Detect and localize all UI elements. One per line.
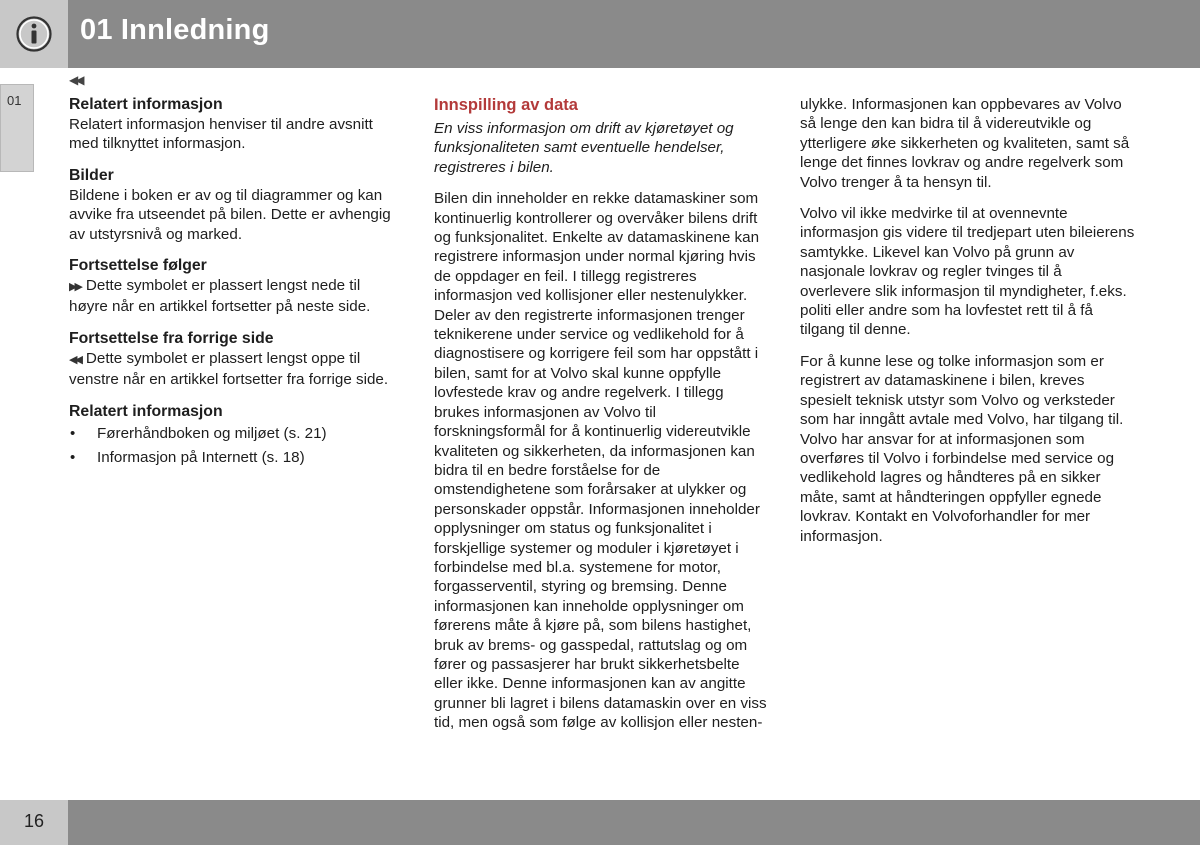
section-text-wrap [69,276,399,317]
header-icon-box [0,0,68,68]
page-number-box [0,800,68,845]
section-heading: Fortsettelse fra forrige side [69,329,274,347]
column-middle [434,95,770,745]
page-number: 16 [24,811,45,831]
continued-previous-icon: ◀◀ [69,353,80,366]
chapter-tab [0,84,34,172]
related-link[interactable] [69,448,399,467]
page-footer [0,800,1200,845]
section-continued-previous [69,329,399,390]
related-link-text[interactable]: Førerhåndboken og miljøet (s. 21) [97,424,327,442]
related-links-list [69,424,399,468]
page-header [0,0,1200,68]
section-heading: Bilder [69,166,114,184]
section-continued-next [69,256,399,317]
continues-next-icon: ▶▶ [69,281,80,294]
related-link[interactable] [69,424,399,443]
section-related-links [69,402,399,468]
related-link-text[interactable]: Informasjon på Internett (s. 18) [97,449,305,467]
article-paragraph: For å kunne lese og tolke informasjon som er registrert av datamaskinene i bilen, kreves spesielt teknisk utstyr som Volvo og verksteder som har inngått avtale med Volvo, har tilgang til. Volvo har ansvar for at informasjonen som overføres til Volvo i forbindelse med service og vedlikehold lagres og håndteres på en sikker måte, samt at håndteringen oppfyller egnede lovkrav. Kontakt en Volvoforhandler for mer informasjon. [800,352,1124,545]
section-heading: Fortsettelse følger [69,257,207,275]
article-paragraph: Volvo vil ikke medvirke til at ovennevnte informasjon gis videre til tredjepart uten bileierens samtykke. Likevel kan Volvo på grunn av nasjonale lovkrav og regler tvinges til å overlevere slik informasjon til myndigheter, f.eks. politi eller andre som ha lovfestet rett til å få tilgang til denne. [800,205,1135,339]
section-heading: Relatert informasjon [69,402,223,420]
section-text: Bildene i boken er av og til diagrammer og kan avvike fra utseendet på bilen. Dette er avhengig av utstyrsnivå og marked. [69,186,391,243]
chapter-tab-label: 01 [7,93,22,108]
article-intro: En viss informasjon om drift av kjøretøyet og funksjonaliteten samt eventuelle hendelser, registreres i bilen. [434,120,734,176]
section-heading: Relatert informasjon [69,96,223,113]
info-icon [15,15,53,53]
article-paragraph: ulykke. Informasjonen kan oppbevares av Volvo så lenge den kan bidra til å videreutvikle og ytterligere øke sikkerheten og kvaliteten, samt så lenge det finnes lovkrav og andre regelverk som Volvo trenger å ta hensyn til. [800,96,1130,191]
continued-from-previous-icon: ◀◀ [69,73,82,87]
page-title: 01 Innledning [80,14,270,46]
section-related-info [69,95,399,154]
article-heading: Innspilling av data [434,96,578,114]
section-text: Relatert informasjon henviser til andre avsnitt med tilknyttet informasjon. [69,116,373,153]
section-text: Dette symbolet er plassert lengst oppe til venstre når en artikkel fortsetter fra forrige side. [69,349,389,389]
bullet-icon: • [70,449,76,467]
section-text-wrap [69,349,399,390]
article-body: Bilen din inneholder en rekke datamaskiner som kontinuerlig kontrollerer og overvåker bilens drift og funksjonalitet. Enkelte av datamaskinene kan registrere informasjon under normal kjøring hvis de oppdager en feil. I tillegg registreres informasjon ved kollisjoner eller nestenulykker. Deler av den registrerte informasjonen trenger teknikerene under service og vedlikehold for å diagnostisere og korrigere feil som har oppstått i bilen, samt for at Volvo skal kunne oppfylle lovfestede krav og andre regelverk. I tillegg brukes informasjonen av Volvo til forskningsformål for å kontinuerlig videreutvikle kvaliteten og sikkerheten, da informasjonen kan bidra til en bedre forståelse for de omstendighetene som forårsaker at ulykker og personskader oppstår. Informasjonen inneholder opplysninger om status og funksjonalitet i forskjellige systemer og moduler i kjøretøyet i forbindelse med bl.a. systemene for motor, forgasserventil, styring og bremsing. Denne informasjonen kan inneholde opplysninger om førerens måte å kjøre på, som bilens hastighet, bruk av brems- og gasspedal, rattutslag og om fører og passasjerer har brukt sikkerhetsbelte eller ikke. Denne informasjonen kan av angitte grunner bli lagret i bilens datamaskin over en viss tid, men også som følge av kollisjon eller nesten- [434,190,767,732]
column-left [69,95,399,479]
section-images [69,166,399,244]
bullet-icon: • [70,424,76,442]
column-right [800,95,1136,558]
section-text: Dette symbolet er plassert lengst nede til høyre når en artikkel fortsetter på neste side. [69,277,371,316]
